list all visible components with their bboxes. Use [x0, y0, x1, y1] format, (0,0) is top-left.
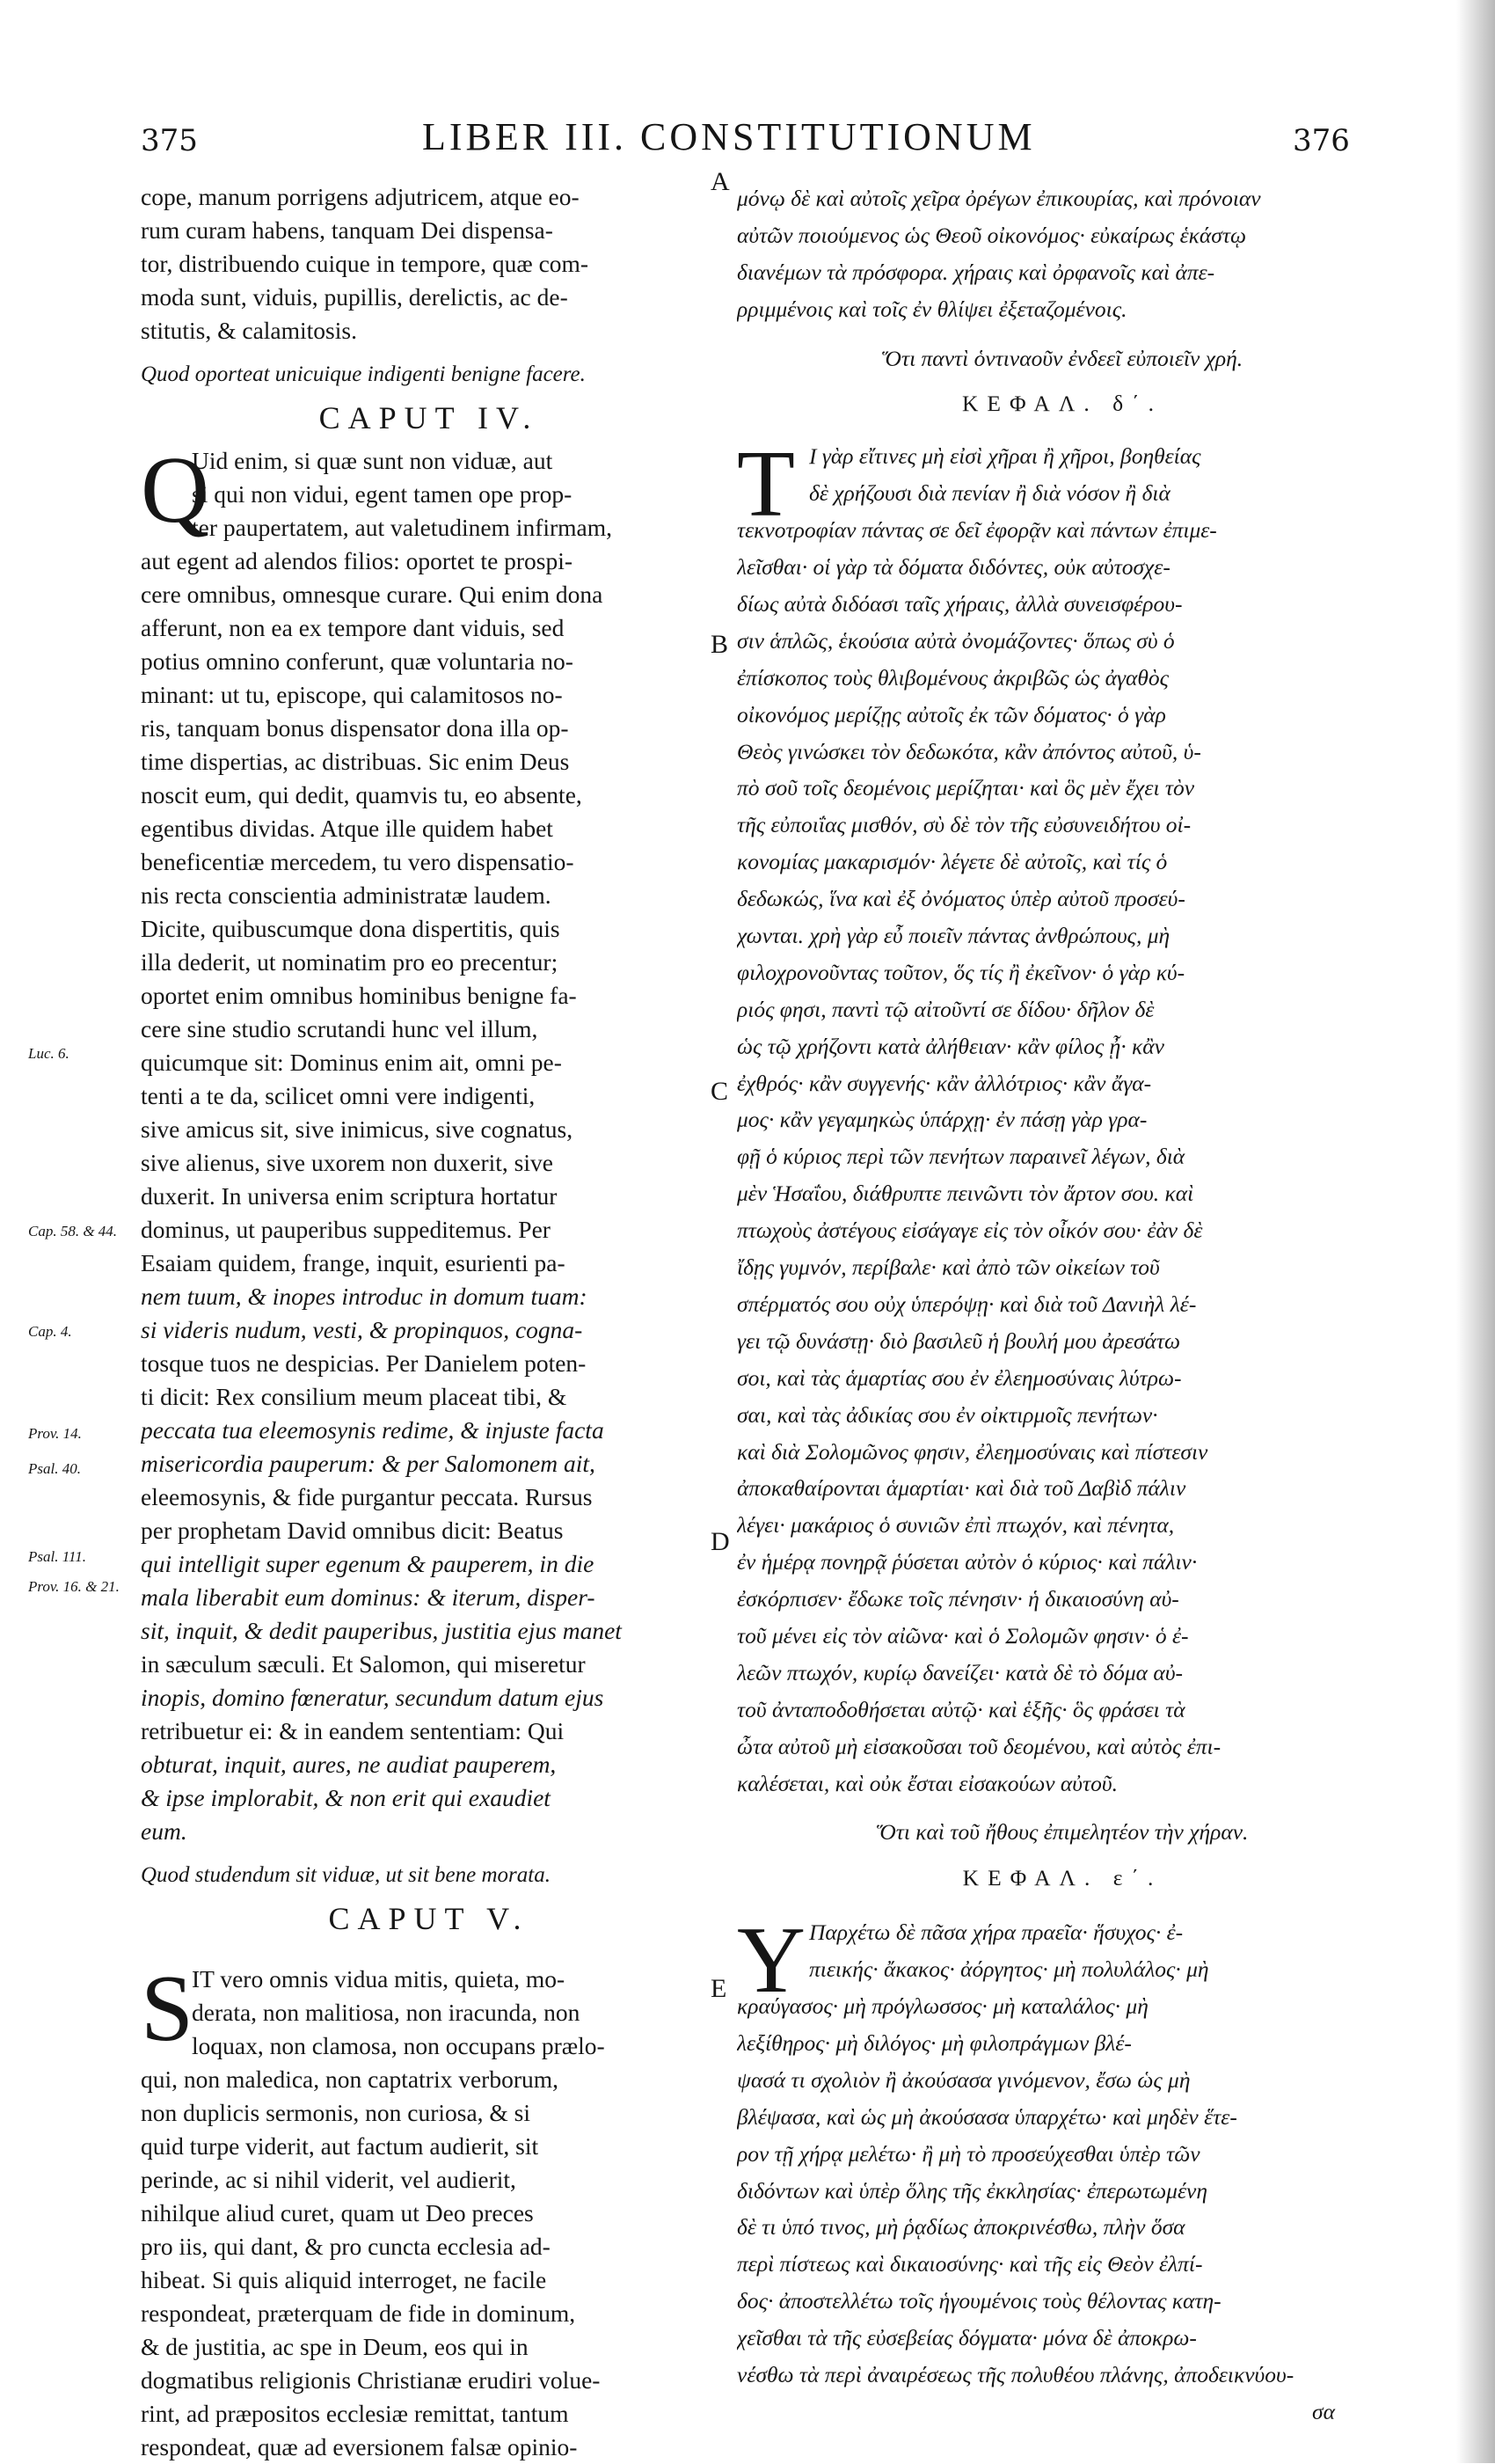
text-line: respondeat, quæ ad eversionem falsæ opinio- — [141, 2433, 578, 2460]
latin-column — [141, 180, 717, 2464]
marginal-note: Cap. 58. & 44. — [28, 1223, 118, 1239]
text-line: πτωχοὺς ἀστέγους εἰσάγαγε εἰς τὸν οἶκόν σου· ἐὰν δὲ — [737, 1217, 1203, 1244]
text-line: αὐτῶν ποιούμενος ὡς Θεοῦ οἰκονόμος· εὐκαίρως ἑκάστῳ — [737, 222, 1246, 248]
left-page-number: 375 — [141, 123, 198, 158]
text-line: aut egent ad alendos filios: oportet te prospi- — [141, 547, 573, 574]
text-line: καὶ διὰ Σολομῶνος φησιν, ἐλεημοσύναις καὶ πίστεσιν — [737, 1438, 1208, 1465]
chapter-5-latin-text — [141, 1956, 717, 2464]
text-line: ρριμμένοις καὶ τοῖς ἐν θλίψει ἐξεταζομένοις. — [737, 296, 1127, 322]
text-line: sit, inquit, & dedit pauperibus, justitia ejus manet — [141, 1617, 622, 1644]
greek-column — [737, 180, 1388, 2431]
text-line: & de justitia, ac spe in Deum, eos qui in — [141, 2333, 529, 2360]
text-line: & ipse implorabit, & non erit qui exaudiet — [141, 1784, 551, 1811]
text-line: ti dicit: Rex consilium meum placeat tibi, & — [141, 1383, 567, 1410]
text-line: nis recta conscientia administratæ laudem. — [141, 881, 551, 909]
section-letter: A — [711, 167, 730, 196]
text-line: Θεὸς γινώσκει τὸν δεδωκότα, κἂν ἀπόντος αὐτοῦ, ὑ- — [737, 738, 1201, 764]
text-line: eleemosynis, & fide purgantur peccata. Rursus — [141, 1483, 593, 1510]
text-line: ἐν ἡμέρᾳ πονηρᾷ ῥύσεται αὐτὸν ὁ κύριος· καὶ πάλιν· — [737, 1549, 1198, 1576]
text-line: afferunt, non ea ex tempore dant viduis, sed — [141, 614, 565, 641]
marginal-note: Luc. 6. — [28, 1045, 69, 1062]
text-line: τεκνοτροφίαν πάντας σε δεῖ ἐφορᾷν καὶ πάντων ἐπιμε- — [737, 517, 1217, 544]
text-line: minant: ut tu, episcope, qui calamitosos no- — [141, 681, 563, 708]
text-line: cere sine studio scrutandi hunc vel illum, — [141, 1015, 538, 1042]
chapter-title: ΚΕΦΑΛ. δ΄. — [962, 391, 1163, 417]
text-line: tosque tuos ne despicias. Per Danielem poten- — [141, 1349, 587, 1377]
text-line: ὦτα αὐτοῦ μὴ εἰσακοῦσαι τοῦ δεομένου, καὶ αὐτὸς ἐπι- — [737, 1733, 1222, 1759]
text-line: cope, manum porrigens adjutricem, atque eo- — [141, 183, 580, 210]
text-line: οἰκονόμος μερίζῃς αὐτοῖς ἐκ τῶν δόματος· ὁ γὰρ — [737, 701, 1166, 728]
marginal-note: Prov. 14. — [28, 1425, 82, 1442]
section-letter: D — [711, 1527, 730, 1556]
text-line: κραύγασος· μὴ πρόγλωσσος· μὴ καταλάλος· μὴ — [737, 1993, 1149, 2020]
marginal-note: Cap. 4. — [28, 1323, 72, 1340]
chapter-title: CAPUT IV. — [318, 400, 539, 435]
text-line: respondeat, præterquam de fide in dominum, — [141, 2299, 576, 2327]
text-line: rint, ad præpositos ecclesiæ remittat, tantum — [141, 2400, 569, 2427]
text-line: obturat, inquit, aures, ne audiat pauperem, — [141, 1751, 557, 1778]
text-line: si videris nudum, vesti, & propinquos, cogna- — [141, 1316, 583, 1343]
text-line: δὲ χρήζουσι διὰ πενίαν ἢ διὰ νόσον ἢ διὰ — [809, 480, 1170, 507]
text-line: in sæculum sæculi. Et Salomon, qui miseretur — [141, 1650, 586, 1678]
text-line: χωνται. χρὴ γὰρ εὖ ποιεῖν πάντας ἀνθρώπους, μὴ — [737, 923, 1170, 949]
chapter-4-latin-text — [141, 438, 717, 1848]
text-line: τοῦ ἀνταποδοθήσεται αὐτῷ· καὶ ἑξῆς· ὃς φράσει τὰ — [737, 1696, 1185, 1722]
text-line: perinde, ac si nihil viderit, vel audierit, — [141, 2166, 516, 2193]
text-line: σπέρματός σου οὐχ ὑπερόψῃ· καὶ διὰ τοῦ Δανιὴλ λέ- — [737, 1290, 1197, 1317]
text-line: Esaiam quidem, frange, inquit, esurienti pa- — [141, 1249, 565, 1276]
right-page-number: 376 — [1293, 123, 1350, 158]
text-line: μὲν Ἡσαΐου, διάθρυπτε πεινῶντι τὸν ἄρτον σου. καὶ — [737, 1181, 1194, 1207]
text-line: per prophetam David omnibus dicit: Beatus — [141, 1517, 564, 1544]
text-line: ἐσκόρπισεν· ἔδωκε τοῖς πένησιν· ἡ δικαιοσύνη αὐ- — [737, 1586, 1179, 1612]
text-line: qui intelligit super egenum & pauperem, in die — [141, 1550, 594, 1577]
text-line: si qui non vidui, egent tamen ope prop- — [192, 480, 572, 508]
text-line: μος· κἂν γεγαμηκὼς ὑπάρχῃ· ἐν πάσῃ γὰρ γρα- — [737, 1107, 1148, 1133]
text-line: ἐχθρός· κἂν συγγενής· κἂν ἀλλότριος· κἂν ἄγα- — [737, 1070, 1152, 1096]
text-line: sive alienus, sive uxorem non duxerit, sive — [141, 1149, 553, 1176]
text-line: λεῶν πτωχόν, κυρίῳ δανείζει· κατὰ δὲ τὸ δόμα αὐ- — [737, 1659, 1184, 1685]
text-line: inopis, domino fœneratur, secundum datum ejus — [141, 1684, 604, 1711]
text-line: cere omnibus, omnesque curare. Qui enim dona — [141, 581, 603, 608]
text-line: stitutis, & calamitosis. — [141, 317, 357, 344]
text-line: ἴδῃς γυμνόν, περίβαλε· καὶ ἀπὸ τῶν οἰκείων τοῦ — [737, 1254, 1160, 1281]
section-letter: B — [711, 630, 729, 659]
text-line: διανέμων τὰ πρόσφορα. χήραις καὶ ὀρφανοῖς καὶ ἀπε- — [737, 259, 1215, 285]
section-letter: E — [711, 1974, 727, 2003]
text-line: κονομίας μακαρισμόν· λέγετε δὲ αὐτοῖς, καὶ τίς ὁ — [737, 849, 1168, 875]
text-line: καλέσεται, καὶ οὐκ ἔσται εἰσακούων αὐτοῦ. — [737, 1770, 1118, 1796]
text-line: βλέψασα, καὶ ὡς μὴ ἀκούσασα ὑπαρχέτω· καὶ μηδὲν ἕτε- — [737, 2103, 1237, 2130]
drop-cap: Τ — [737, 432, 795, 537]
chapter-4-greek-text — [737, 432, 1388, 1802]
text-line: derata, non malitiosa, non iracunda, non — [192, 1999, 580, 2026]
text-line: potius omnino conferunt, quæ voluntaria no- — [141, 647, 573, 675]
text-line: egentibus dividas. Atque ille quidem habet — [141, 815, 553, 842]
chapter-title: CAPUT V. — [328, 1901, 529, 1936]
running-title: LIBER III. CONSTITUTIONUM — [422, 115, 1036, 158]
text-line: περὶ πίστεως καὶ δικαιοσύνης· καὶ τῆς εἰς Θεὸν ἐλπί- — [737, 2251, 1203, 2278]
text-line: Dicite, quibuscumque dona dispertitis, quis — [141, 915, 560, 942]
text-line: λεξίθηρος· μὴ διλόγος· μὴ φιλοπράγμων βλέ- — [737, 2029, 1132, 2056]
text-line: φῇ ὁ κύριος περὶ τῶν πενήτων παραινεῖ λέγων, διὰ — [737, 1144, 1185, 1170]
chapter-heading: Quod oporteat unicuique indigenti benigne facere. — [141, 362, 586, 386]
text-line: sive amicus sit, sive inimicus, sive cognatus, — [141, 1115, 573, 1143]
text-line: ris, tanquam bonus dispensator dona illa op- — [141, 714, 569, 742]
text-line: δεδωκώς, ἵνα καὶ ἐξ ὀνόματος ὑπὲρ αὐτοῦ προσεύ- — [737, 886, 1185, 912]
text-line: nem tuum, & inopes introduc in domum tuam: — [141, 1283, 587, 1310]
text-line: mala liberabit eum dominus: & iterum, disper- — [141, 1583, 595, 1611]
text-line: σοι, καὶ τὰς ἁμαρτίας σου ἐν ἐλεημοσύναις λύτρω- — [737, 1364, 1182, 1391]
text-line: moda sunt, viduis, pupillis, derelictis, ac de- — [141, 283, 568, 311]
chapter-5-greek-text — [737, 1908, 1388, 2430]
section-letter: C — [711, 1077, 729, 1106]
text-line: δίως αὐτὰ διδόασι ταῖς χήραις, ἀλλὰ συνεισφέρου- — [737, 591, 1183, 618]
text-line: quicumque sit: Dominus enim ait, omni pe- — [141, 1049, 562, 1076]
chapter-title: ΚΕΦΑΛ. ε΄. — [962, 1865, 1163, 1891]
text-line: λέγει· μακάριος ὁ συνιῶν ἐπὶ πτωχόν, καὶ πένητα, — [737, 1512, 1175, 1539]
text-line: eum. — [141, 1817, 187, 1845]
drop-cap: S — [141, 1956, 194, 2061]
text-line: γει τῷ δυνάστῃ· διὸ βασιλεῦ ἡ βουλή μου ἀρεσάτω — [737, 1327, 1181, 1354]
text-line: noscit eum, qui dedit, quamvis tu, eo absente, — [141, 781, 582, 808]
text-line: ὡς τῷ χρήζοντι κατὰ ἀλήθειαν· κἂν φίλος ᾖ· κἂν — [737, 1033, 1164, 1059]
page-edge-shadow — [1456, 0, 1495, 2463]
text-line: tor, distribuendo cuique in tempore, quæ com- — [141, 250, 589, 277]
text-line: IT vero omnis vidua mitis, quieta, mo- — [192, 1965, 565, 1992]
text-line: peccata tua eleemosynis redime, & injuste facta — [141, 1416, 604, 1444]
running-header — [0, 114, 1495, 176]
text-line: ριός φησι, παντὶ τῷ αἰτοῦντί σε δίδου· δῆλον δὲ — [737, 996, 1155, 1022]
text-line: qui, non maledica, non captatrix verborum, — [141, 2066, 558, 2093]
text-line: φιλοχρονοῦντας τοῦτον, ὅς τίς ἢ ἐκεῖνον· ὁ γὰρ κύ- — [737, 959, 1185, 985]
text-line: retribuetur ei: & in eandem sententiam: Qui — [141, 1717, 565, 1744]
text-line: dominus, ut pauperibus suppeditemus. Per — [141, 1216, 551, 1243]
text-line: hibeat. Si quis aliquid interroget, ne facile — [141, 2266, 547, 2293]
text-line: misericordia pauperum: & per Salomonem ait, — [141, 1450, 595, 1477]
text-line: illa dederit, ut nominatim pro eo precentur; — [141, 948, 558, 976]
text-line: Uid enim, si quæ sunt non viduæ, aut — [192, 447, 553, 474]
text-line: πὸ σοῦ τοῖς δεομένοις μερίζηται· καὶ ὃς μὲν ἔχει τὸν — [737, 775, 1195, 801]
text-line: Ι γὰρ εἴτινες μὴ εἰσὶ χῆραι ἢ χῆροι, βοηθείας — [809, 443, 1201, 470]
text-line: ρον τῇ χήρᾳ μελέτω· ἢ μὴ τὸ προσεύχεσθαι ὑπὲρ τῶν — [737, 2140, 1200, 2167]
drop-cap: Υ — [737, 1908, 806, 2014]
text-line: beneficentiæ mercedem, tu vero dispensatio- — [141, 848, 574, 875]
drop-cap: Q — [141, 438, 209, 543]
text-line: δὲ τι ὑπό τινος, μὴ ῥᾳδίως ἀποκρινέσθω, πλὴν ὅσα — [737, 2214, 1185, 2241]
text-line: δος· ἀποστελλέτω τοῖς ἡγουμένοις τοὺς θέλοντας κατη- — [737, 2288, 1222, 2314]
text-line: χεῖσθαι τὰ τῆς εὐσεβείας δόγματα· μόνα δὲ ἀποκρω- — [737, 2325, 1197, 2351]
text-line: ἐπίσκοπος τοὺς θλιβομένους ἀκριβῶς ὡς ἀγαθὸς — [737, 664, 1170, 691]
marginal-note: Psal. 111. — [28, 1548, 86, 1565]
marginal-note: Prov. 16. & 21. — [28, 1578, 120, 1595]
text-line: Παρχέτω δὲ πᾶσα χήρα πραεῖα· ἥσυχος· ἐ- — [809, 1919, 1184, 1946]
text-line: τῆς εὐποιΐας μισθόν, σὺ δὲ τὸν τῆς εὐσυνειδήτου οἰ- — [737, 812, 1192, 838]
text-line: dogmatibus religionis Christianæ erudiri volue- — [141, 2366, 601, 2394]
text-line: νέσθω τὰ περὶ ἀναιρέσεως τῆς πολυθέου πλάνης, ἀποδεικνύου- — [737, 2361, 1294, 2387]
chapter-heading: Ὅτι παντὶ ὁντιναοῦν ἐνδεεῖ εὐποιεῖν χρή. — [881, 345, 1243, 371]
text-line: tenti a te da, scilicet omni vere indigenti, — [141, 1082, 536, 1109]
text-line: λεῖσθαι· οἱ γὰρ τὰ δόματα διδόντες, οὐκ αὐτοσχε- — [737, 554, 1170, 581]
text-line: nihilque aliud curet, quam ut Deo preces — [141, 2199, 534, 2226]
text-line: duxerit. In universa enim scriptura hortatur — [141, 1182, 558, 1210]
text-line: σα — [1312, 2398, 1335, 2424]
text-line: διδόντων καὶ ὑπὲρ ὅλης τῆς ἐκκλησίας· ἐπερωτωμένη — [737, 2177, 1208, 2204]
text-line: oportet enim omnibus hominibus benigne fa- — [141, 982, 577, 1009]
text-line: time dispertias, ac distribuas. Sic enim Deus — [141, 748, 570, 775]
text-line: ἀποκαθαίρονται ἁμαρτίαι· καὶ διὰ τοῦ Δαβὶδ πάλιν — [737, 1475, 1186, 1502]
chapter-heading: Ὅτι καὶ τοῦ ἤθους ἐπιμελητέον τὴν χήραν. — [876, 1819, 1249, 1846]
text-line: πιεικής· ἄκακος· ἀόργητος· μὴ πολυλάλος· μὴ — [809, 1956, 1209, 1983]
text-line: σιν ἁπλῶς, ἑκούσια αὐτὰ ὀνομάζοντες· ὅπως σὺ ὁ — [737, 627, 1175, 654]
text-line: non duplicis sermonis, non curiosa, & si — [141, 2099, 531, 2126]
text-line: ter paupertatem, aut valetudinem infirmam, — [192, 514, 613, 541]
marginal-note: Psal. 40. — [28, 1460, 81, 1477]
chapter-heading: Quod studendum sit viduæ, ut sit bene morata. — [141, 1863, 551, 1887]
text-line: pro iis, qui dant, & pro cuncta ecclesia ad- — [141, 2233, 551, 2260]
text-line: τοῦ μένει εἰς τὸν αἰῶνα· καὶ ὁ Σολομῶν φησιν· ὁ ἐ- — [737, 1622, 1189, 1649]
text-line: μόνῳ δὲ καὶ αὐτοῖς χεῖρα ὀρέγων ἐπικουρίας, καὶ πρόνοιαν — [737, 186, 1261, 211]
text-line: loquax, non clamosa, non occupans prælo- — [192, 2032, 605, 2059]
text-line: rum curam habens, tanquam Dei dispensa- — [141, 216, 553, 244]
text-line: ψασά τι σχολιὸν ἢ ἀκούσασα γινόμενον, ἔσω ὡς μὴ — [737, 2066, 1191, 2093]
text-line: σαι, καὶ τὰς ἀδικίας σου ἐν οἰκτιρμοῖς πενήτων· — [737, 1401, 1158, 1428]
text-line: quid turpe viderit, aut factum audierit, sit — [141, 2132, 539, 2160]
